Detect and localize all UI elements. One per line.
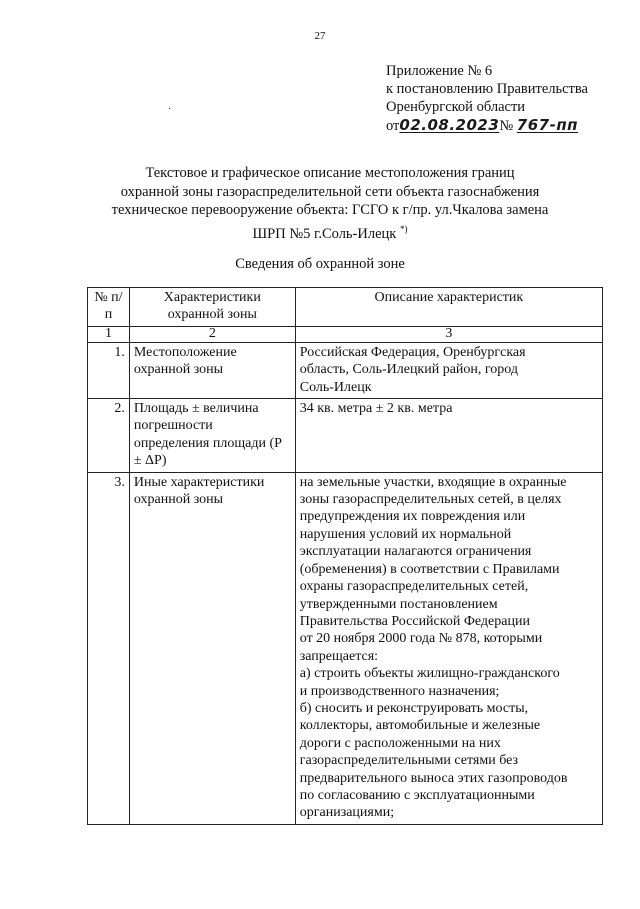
desc-line: Правительства Российской Федерации (299, 613, 530, 629)
appendix-decree-line: к постановлению Правительства (386, 81, 588, 97)
row-1-description (295, 342, 602, 398)
desc-line: и производственного назначения; (299, 683, 500, 699)
desc-line: (обременения) в соответствии с Правилами (299, 561, 560, 577)
table-row (88, 472, 603, 824)
document-title (100, 164, 560, 243)
desc-line: область, Соль-Илецкий район, город (299, 362, 519, 378)
table-row (88, 399, 603, 473)
title-line-2: охранной зоны газораспределительной сети объекта газоснабжения (120, 183, 540, 200)
desc-line: запрещается: (299, 648, 379, 664)
column-number-3: 3 (295, 326, 602, 342)
table-row (88, 342, 603, 398)
appendix-block (386, 62, 588, 135)
zone-info-table (87, 287, 603, 825)
row-1-num: 1. (88, 342, 130, 398)
row-3-description (295, 472, 602, 824)
header-characteristics: Характеристики охранной зоны (129, 288, 295, 327)
handwritten-date: 02.08.2023 (399, 116, 500, 134)
desc-line: газораспределительными сетями без (299, 753, 519, 769)
desc-line: зоны газораспределительных сетей, в целях (299, 492, 562, 508)
desc-line: Российская Федерация, Оренбургская (299, 344, 526, 360)
desc-line: предварительного выноса этих газопроводов (299, 770, 568, 786)
row-1-characteristic: Местоположение охранной зоны (129, 342, 295, 398)
row-2-characteristic: Площадь ± величина погрешности определения площади (Р ± ΔР) (129, 399, 295, 473)
desc-line: нарушения условий их нормальной (299, 526, 512, 542)
desc-line: дороги с расположенными на них (299, 735, 501, 751)
row-2-num: 2. (88, 399, 130, 473)
desc-line: по согласованию с эксплуатационными (299, 787, 535, 803)
row-3-num: 3. (88, 472, 130, 824)
desc-line: предупреждения их повреждения или (299, 509, 526, 525)
desc-line: эксплуатации налагаются ограничения (299, 544, 532, 560)
stray-dot-mark: · (168, 104, 172, 115)
header-num: № п/п (88, 288, 130, 327)
desc-line: Соль-Илецк (299, 379, 372, 395)
from-label: от (386, 118, 400, 134)
desc-line: на земельные участки, входящие в охранные (299, 474, 567, 490)
row-2-description (295, 399, 602, 473)
desc-line: организациями; (299, 805, 395, 821)
title-line-4-text: ШРП №5 г.Соль-Илецк (252, 225, 397, 242)
desc-line: 34 кв. метра ± 2 кв. метра (299, 401, 453, 417)
desc-line: б) сносить и реконструировать мосты, (299, 700, 529, 716)
number-label: № (499, 118, 514, 134)
column-number-2: 2 (129, 326, 295, 342)
column-number-row (88, 326, 603, 342)
title-line-1: Текстовое и графическое описание местоположения границ (145, 165, 515, 181)
row-3-characteristic: Иные характеристики охранной зоны (129, 472, 295, 824)
column-number-1: 1 (88, 326, 130, 342)
table-header-row (88, 288, 603, 327)
desc-line: от 20 ноября 2000 года № 878, которыми (299, 631, 543, 647)
header-description: Описание характеристик (295, 288, 602, 327)
desc-line: утвержденными постановлением (299, 596, 498, 612)
title-line-4 (100, 220, 560, 243)
desc-line: а) строить объекты жилищно-гражданского (299, 666, 560, 682)
section-title: Сведения об охранной зоне (235, 256, 405, 272)
title-line-3: техническое перевооружение объекта: ГСГО к г/пр. ул.Чкалова замена (111, 202, 549, 218)
appendix-region-line: Оренбургской области (386, 99, 526, 115)
appendix-date-line (386, 116, 588, 135)
footnote-mark: *) (399, 223, 408, 234)
page-number: 27 (314, 30, 326, 42)
handwritten-number: 767-пп (516, 116, 579, 134)
appendix-title: Приложение № 6 (386, 63, 493, 79)
desc-line: охраны газораспределительных сетей, (299, 579, 529, 595)
desc-line: коллекторы, автомобильные и железные (299, 718, 541, 734)
